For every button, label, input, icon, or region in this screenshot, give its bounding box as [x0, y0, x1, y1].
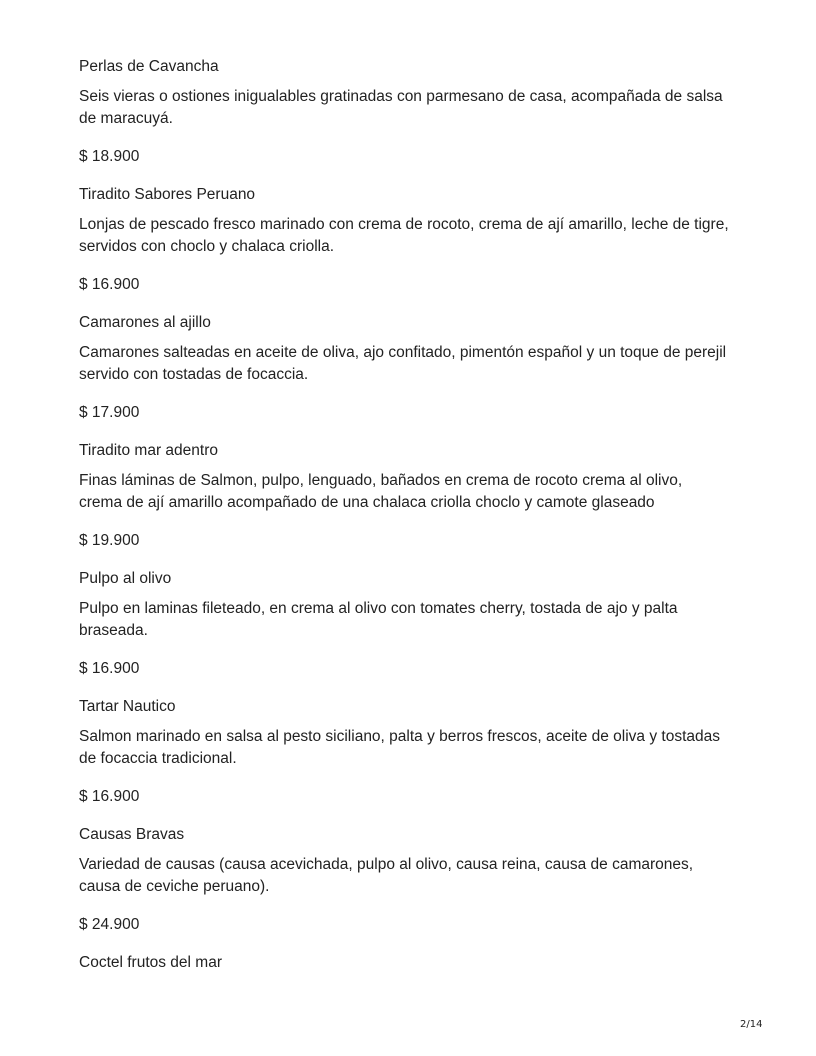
menu-item-name: Perlas de Cavancha	[79, 58, 219, 75]
menu-item-name: Tiradito mar adentro	[79, 442, 218, 459]
menu-page-content	[79, 56, 729, 982]
menu-item-price: $ 17.900	[79, 404, 140, 421]
menu-item-description: Finas láminas de Salmon, pulpo, lenguado, bañados en crema de rocoto crema al olivo, crema de ají amarillo acompañado de una chalaca criolla choclo y camote glaseado	[79, 472, 683, 511]
menu-item	[79, 56, 729, 168]
menu-item-name: Tartar Nautico	[79, 698, 176, 715]
menu-item	[79, 952, 729, 974]
menu-item-price: $ 16.900	[79, 788, 140, 805]
menu-item-name: Pulpo al olivo	[79, 570, 172, 587]
menu-item-name: Tiradito Sabores Peruano	[79, 186, 256, 203]
menu-item	[79, 568, 729, 680]
menu-item-description: Lonjas de pescado fresco marinado con crema de rocoto, crema de ají amarillo, leche de tigre, servidos con choclo y chalaca criolla.	[79, 216, 729, 255]
menu-item-name: Causas Bravas	[79, 826, 185, 843]
menu-item-description: Seis vieras o ostiones inigualables gratinadas con parmesano de casa, acompañada de salsa de maracuyá.	[79, 88, 723, 127]
menu-item-name: Coctel frutos del mar	[79, 954, 222, 971]
menu-item-price: $ 24.900	[79, 916, 140, 933]
menu-item-description: Camarones salteadas en aceite de oliva, ajo confitado, pimentón español y un toque de perejil servido con tostadas de focaccia.	[79, 344, 727, 383]
menu-item-name: Camarones al ajillo	[79, 314, 211, 331]
menu-item-price: $ 18.900	[79, 148, 140, 165]
menu-item-description: Variedad de causas (causa acevichada, pulpo al olivo, causa reina, causa de camarones, causa de ceviche peruano).	[79, 856, 694, 895]
menu-item-description: Salmon marinado en salsa al pesto siciliano, palta y berros frescos, aceite de oliva y tostadas de focaccia tradicional.	[79, 728, 721, 767]
menu-item-price: $ 19.900	[79, 532, 140, 549]
menu-item	[79, 312, 729, 424]
menu-item	[79, 184, 729, 296]
menu-item-description: Pulpo en laminas fileteado, en crema al olivo con tomates cherry, tostada de ajo y palta braseada.	[79, 600, 678, 639]
menu-item	[79, 696, 729, 808]
menu-item-price: $ 16.900	[79, 660, 140, 677]
menu-item-price: $ 16.900	[79, 276, 140, 293]
page-number: 2/14	[740, 1019, 763, 1030]
menu-item	[79, 440, 729, 552]
menu-item	[79, 824, 729, 936]
